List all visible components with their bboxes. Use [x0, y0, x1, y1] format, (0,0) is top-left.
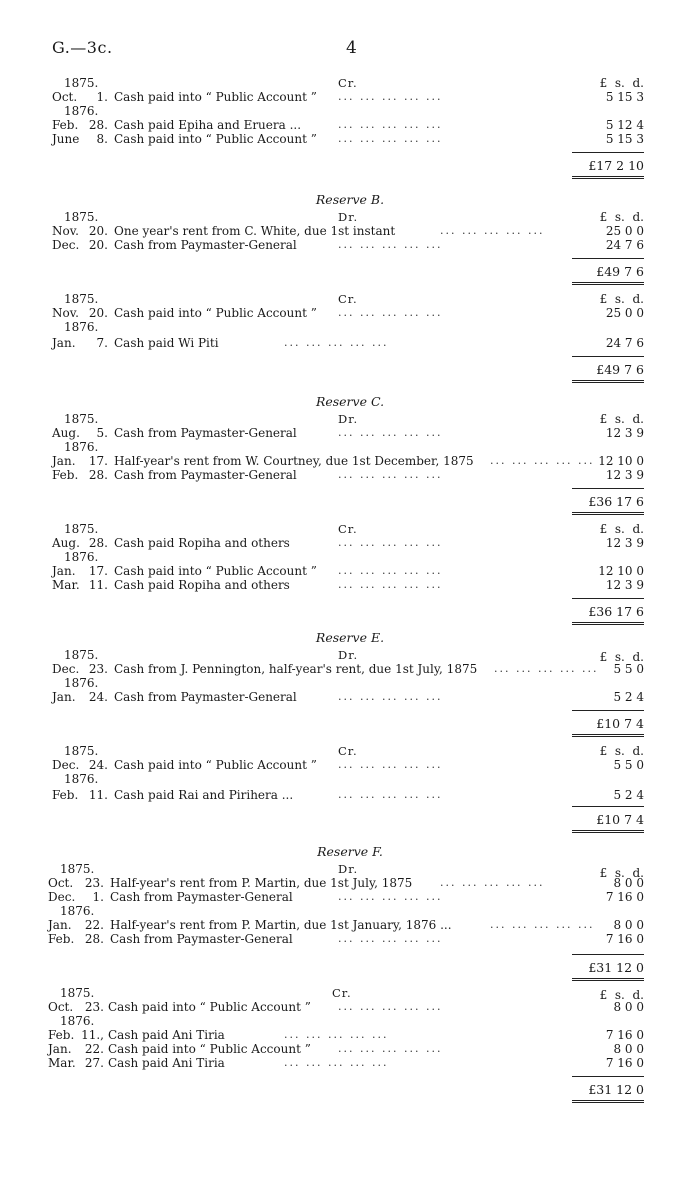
ledger-row: Feb. 28. Cash from Paymaster-General ... ... ... ... ... 7 16 0 — [48, 932, 644, 946]
rule — [572, 710, 644, 711]
currency-head: £ s. d. — [599, 412, 644, 426]
dr-label: Dr. — [338, 862, 359, 876]
currency-head: £ s. d. — [599, 866, 644, 880]
year-row: 1875. — [64, 292, 99, 306]
ledger-row: Oct. 1. Cash paid into “ Public Account ” ... ... ... ... ... 5 15 3 — [52, 90, 644, 104]
ledger-row: Jan. 7. Cash paid Wi Piti ... ... ... ... ... 24 7 6 — [52, 336, 644, 350]
double-rule — [572, 282, 644, 285]
year-row: 1875. — [64, 76, 99, 90]
ledger-row: Mar. 27. Cash paid Ani Tiria ... ... ... ... ... 7 16 0 — [48, 1056, 644, 1070]
ledger-row: Jan. 17. Cash paid into “ Public Account ” ... ... ... ... ... 12 10 0 — [52, 564, 644, 578]
year-row: 1875. — [64, 648, 99, 662]
year-row: 1875. — [64, 522, 99, 536]
ledger-row: Jan. 17. Half-year's rent from W. Courtney, due 1st December, 1875 ... ... ... ... ... 12 10 0 — [52, 454, 644, 468]
total: £49 7 6 — [596, 362, 644, 377]
double-rule — [572, 978, 644, 981]
total: £31 12 0 — [588, 1082, 644, 1097]
year-row: 1876. — [64, 320, 99, 334]
currency-head: £ s. d. — [599, 210, 644, 224]
year-row: 1876. — [64, 550, 99, 564]
currency-head: £ s. d. — [599, 76, 644, 90]
double-rule — [572, 830, 644, 833]
currency-head: £ s. d. — [599, 650, 644, 664]
year-row: 1875. — [64, 210, 99, 224]
year-row: 1875. — [60, 862, 95, 876]
rule — [572, 598, 644, 599]
cr-label: Cr. — [338, 744, 358, 758]
ledger-row: Feb. 28. Cash from Paymaster-General ... ... ... ... ... 12 3 9 — [52, 468, 644, 482]
ledger-row: Nov. 20. One year's rent from C. White, due 1st instant ... ... ... ... ... 25 0 0 — [52, 224, 644, 238]
cr-label: Cr. — [338, 522, 358, 536]
currency-head: £ s. d. — [599, 744, 644, 758]
rule — [572, 152, 644, 153]
ledger-row: Dec. 1. Cash from Paymaster-General ... ... ... ... ... 7 16 0 — [48, 890, 644, 904]
page-header-reference: G.—3c. — [52, 38, 113, 57]
cr-label: Cr. — [338, 76, 358, 90]
total: £10 7 4 — [596, 716, 644, 731]
total: £49 7 6 — [596, 264, 644, 279]
ledger-row: Dec. 20. Cash from Paymaster-General ... ... ... ... ... 24 7 6 — [52, 238, 644, 252]
double-rule — [572, 176, 644, 179]
currency-head: £ s. d. — [599, 292, 644, 306]
year-row: 1875. — [64, 744, 99, 758]
dr-label: Dr. — [338, 648, 359, 662]
section-title: Reserve E. — [315, 630, 385, 645]
year-row: 1875. — [60, 986, 95, 1000]
ledger-row: Nov. 20. Cash paid into “ Public Account ” ... ... ... ... ... 25 0 0 — [52, 306, 644, 320]
currency-head: £ s. d. — [599, 988, 644, 1002]
rule — [572, 356, 644, 357]
currency-head: £ s. d. — [599, 522, 644, 536]
year-row: 1876. — [64, 440, 99, 454]
year-row: 1876. — [64, 772, 99, 786]
total: £36 17 6 — [588, 494, 644, 509]
dr-label: Dr. — [338, 210, 359, 224]
rule — [572, 488, 644, 489]
section-title: Reserve C. — [315, 394, 385, 409]
double-rule — [572, 734, 644, 737]
double-rule — [572, 1100, 644, 1103]
cr-label: Cr. — [332, 986, 352, 1000]
double-rule — [572, 512, 644, 515]
ledger-row: Oct. 23. Cash paid into “ Public Account ” ... ... ... ... ... 8 0 0 — [48, 1000, 644, 1014]
rule — [572, 806, 644, 807]
ledger-row: Jan. 22. Half-year's rent from P. Martin, due 1st January, 1876 ... ... ... ... ... ... 8 0 0 — [48, 918, 644, 932]
year-row: 1875. — [64, 412, 99, 426]
total: £10 7 4 — [596, 812, 644, 827]
rule — [572, 1076, 644, 1077]
ledger-row: Jan. 24. Cash from Paymaster-General ... ... ... ... ... 5 2 4 — [52, 690, 644, 704]
cr-label: Cr. — [338, 292, 358, 306]
year-row: 1876. — [60, 1014, 95, 1028]
total: £31 12 0 — [588, 960, 644, 975]
year-row: 1876. — [64, 104, 99, 118]
ledger-row: Dec. 23. Cash from J. Pennington, half-year's rent, due 1st July, 1875 ... ... ... ... ... 5 5 0 — [52, 662, 644, 676]
total: £17 2 10 — [588, 158, 644, 173]
ledger-row: Feb. 11., Cash paid Ani Tiria ... ... ... ... ... 7 16 0 — [48, 1028, 644, 1042]
rule — [572, 954, 644, 955]
total: £36 17 6 — [588, 604, 644, 619]
ledger-row: Aug. 28. Cash paid Ropiha and others ... ... ... ... ... 12 3 9 — [52, 536, 644, 550]
ledger-row: June 8. Cash paid into “ Public Account ” ... ... ... ... ... 5 15 3 — [52, 132, 644, 146]
rule — [572, 258, 644, 259]
section-title: Reserve B. — [315, 192, 385, 207]
double-rule — [572, 622, 644, 625]
ledger-row: Jan. 22. Cash paid into “ Public Account ” ... ... ... ... ... 8 0 0 — [48, 1042, 644, 1056]
ledger-row: Feb. 28. Cash paid Epiha and Eruera ... ... ... ... ... ... 5 12 4 — [52, 118, 644, 132]
section-title: Reserve F. — [317, 844, 383, 859]
ledger-row: Mar. 11. Cash paid Ropiha and others ... ... ... ... ... 12 3 9 — [52, 578, 644, 592]
year-row: 1876. — [60, 904, 95, 918]
ledger-row: Dec. 24. Cash paid into “ Public Account ” ... ... ... ... ... 5 5 0 — [52, 758, 644, 772]
ledger-row: Feb. 11. Cash paid Rai and Pirihera ... ... ... ... ... ... 5 2 4 — [52, 788, 644, 802]
dr-label: Dr. — [338, 412, 359, 426]
ledger-row: Aug. 5. Cash from Paymaster-General ... ... ... ... ... 12 3 9 — [52, 426, 644, 440]
ledger-row: Oct. 23. Half-year's rent from P. Martin, due 1st July, 1875 ... ... ... ... ... 8 0 0 — [48, 876, 644, 890]
double-rule — [572, 380, 644, 383]
page-number: 4 — [346, 38, 357, 58]
year-row: 1876. — [64, 676, 99, 690]
